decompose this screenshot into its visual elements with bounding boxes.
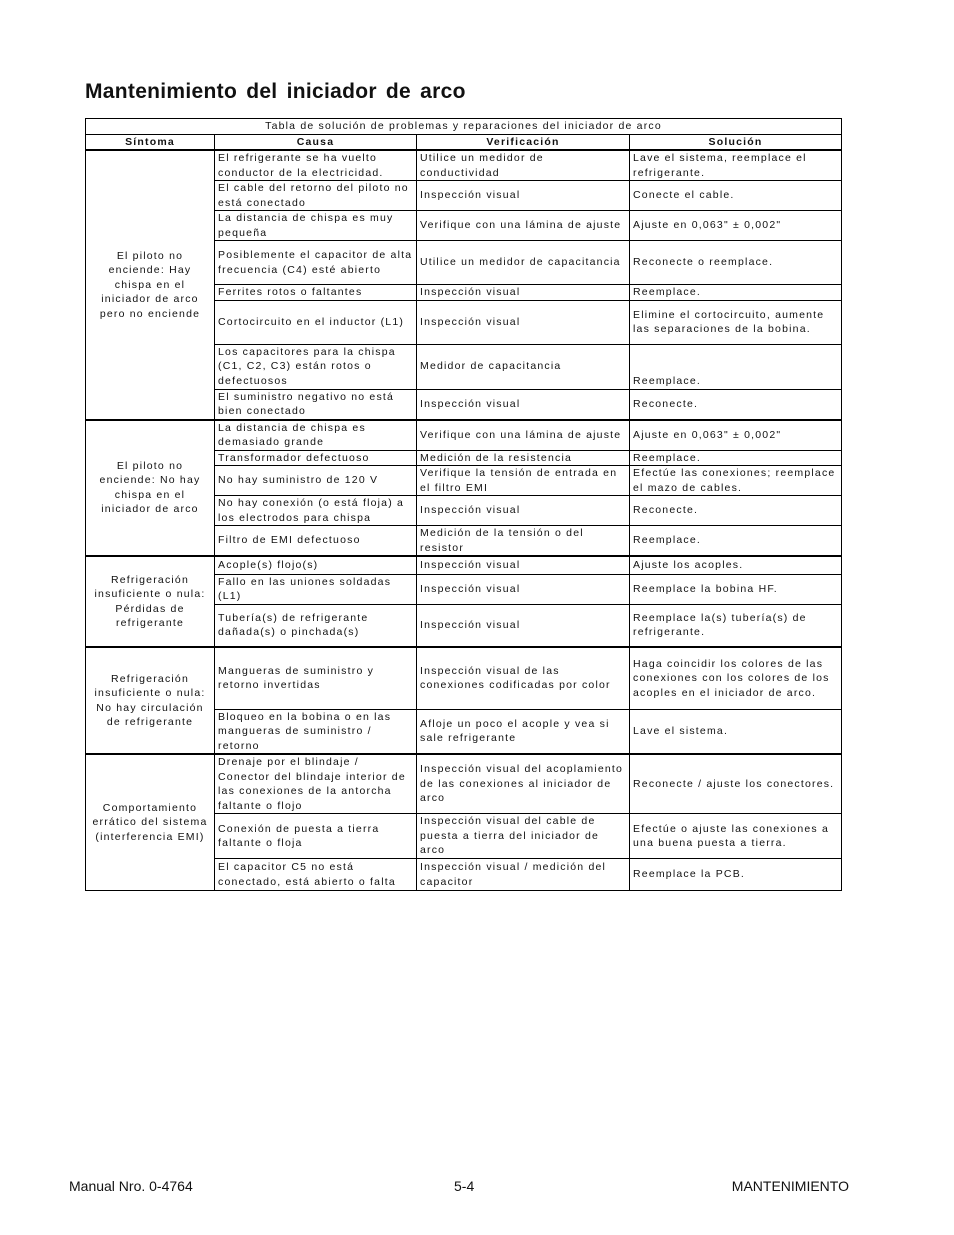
header-sintoma: Síntoma [86, 134, 215, 150]
check-cell: Utilice un medidor de conductividad [417, 150, 630, 181]
solution-cell: Efectúe las conexiones; reemplace el mazo de cables. [630, 466, 842, 496]
cause-cell: La distancia de chispa es muy pequeña [215, 211, 417, 241]
cause-cell: Fallo en las uniones soldadas (L1) [215, 574, 417, 604]
check-cell: Utilice un medidor de capacitancia [417, 241, 630, 285]
page-title: Mantenimiento del iniciador de arco [85, 80, 466, 103]
header-verificacion: Verificación [417, 134, 630, 150]
check-cell: Medición de la tensión o del resistor [417, 526, 630, 557]
troubleshooting-table [85, 118, 842, 891]
cause-cell: No hay suministro de 120 V [215, 466, 417, 496]
solution-cell: Reconecte. [630, 496, 842, 526]
solution-cell: Reconecte. [630, 389, 842, 420]
footer-section: MANTENIMIENTO [731, 1178, 849, 1194]
check-cell: Inspección visual [417, 389, 630, 420]
cause-cell: Ferrites rotos o faltantes [215, 285, 417, 301]
solution-cell: Reconecte o reemplace. [630, 241, 842, 285]
footer-page-number: 5-4 [454, 1178, 475, 1194]
header-causa: Causa [215, 134, 417, 150]
table-row [86, 647, 842, 709]
cause-cell: La distancia de chispa es demasiado grande [215, 420, 417, 451]
solution-cell: Reemplace. [630, 344, 842, 389]
symptom-cell: Comportamiento errático del sistema (interferencia EMI) [86, 754, 215, 891]
check-cell: Inspección visual [417, 574, 630, 604]
check-cell: Verifique con una lámina de ajuste [417, 420, 630, 451]
check-cell: Inspección visual del acoplamiento de las conexiones al iniciador de arco [417, 754, 630, 814]
symptom-group [86, 647, 842, 754]
check-cell: Afloje un poco el acople y vea si sale refrigerante [417, 709, 630, 754]
solution-cell: Reemplace la bobina HF. [630, 574, 842, 604]
check-cell: Inspección visual [417, 285, 630, 301]
symptom-cell: El piloto no enciende: No hay chispa en el iniciador de arco [86, 420, 215, 557]
cause-cell: Posiblemente el capacitor de alta frecuencia (C4) esté abierto [215, 241, 417, 285]
cause-cell: Conexión de puesta a tierra faltante o floja [215, 814, 417, 859]
check-cell: Inspección visual de las conexiones codificadas por color [417, 647, 630, 709]
cause-cell: El cable del retorno del piloto no está conectado [215, 181, 417, 211]
cause-cell: Filtro de EMI defectuoso [215, 526, 417, 557]
cause-cell: Acople(s) flojo(s) [215, 556, 417, 574]
cause-cell: El suministro negativo no está bien conectado [215, 389, 417, 420]
table-row [86, 420, 842, 451]
cause-cell: El refrigerante se ha vuelto conductor de la electricidad. [215, 150, 417, 181]
cause-cell: Tubería(s) de refrigerante dañada(s) o pinchada(s) [215, 604, 417, 647]
symptom-group [86, 420, 842, 557]
cause-cell: Los capacitores para la chispa (C1, C2, C3) están rotos o defectuosos [215, 344, 417, 389]
symptom-cell: Refrigeración insuficiente o nula: No hay circulación de refrigerante [86, 647, 215, 754]
solution-cell: Elimine el cortocircuito, aumente las separaciones de la bobina. [630, 300, 842, 344]
solution-cell: Conecte el cable. [630, 181, 842, 211]
cause-cell: No hay conexión (o está floja) a los electrodos para chispa [215, 496, 417, 526]
header-solucion: Solución [630, 134, 842, 150]
solution-cell: Ajuste en 0,063" ± 0,002" [630, 211, 842, 241]
table-caption: Tabla de solución de problemas y reparaciones del iniciador de arco [86, 119, 842, 135]
symptom-group [86, 754, 842, 891]
solution-cell: Ajuste los acoples. [630, 556, 842, 574]
check-cell: Verifique la tensión de entrada en el filtro EMI [417, 466, 630, 496]
symptom-group [86, 150, 842, 420]
cause-cell: Transformador defectuoso [215, 450, 417, 466]
table-row [86, 150, 842, 181]
symptom-cell: El piloto no enciende: Hay chispa en el iniciador de arco pero no enciende [86, 150, 215, 420]
check-cell: Inspección visual del cable de puesta a tierra del iniciador de arco [417, 814, 630, 859]
cause-cell: Drenaje por el blindaje / Conector del blindaje interior de las conexiones de la antorcha faltante o flojo [215, 754, 417, 814]
cause-cell: Mangueras de suministro y retorno invertidas [215, 647, 417, 709]
check-cell: Inspección visual [417, 556, 630, 574]
check-cell: Medición de la resistencia [417, 450, 630, 466]
cause-cell: El capacitor C5 no está conectado, está abierto o falta [215, 859, 417, 891]
cause-cell: Cortocircuito en el inductor (L1) [215, 300, 417, 344]
symptom-group [86, 556, 842, 647]
check-cell: Inspección visual / medición del capacitor [417, 859, 630, 891]
table-row [86, 754, 842, 814]
solution-cell: Reemplace la PCB. [630, 859, 842, 891]
solution-cell: Ajuste en 0,063" ± 0,002" [630, 420, 842, 451]
check-cell: Inspección visual [417, 604, 630, 647]
check-cell: Verifique con una lámina de ajuste [417, 211, 630, 241]
solution-cell: Haga coincidir los colores de las conexiones con los colores de los acoples en el iniciador de arco. [630, 647, 842, 709]
table-row [86, 556, 842, 574]
check-cell: Inspección visual [417, 496, 630, 526]
cause-cell: Bloqueo en la bobina o en las mangueras de suministro / retorno [215, 709, 417, 754]
check-cell: Inspección visual [417, 300, 630, 344]
solution-cell: Reemplace. [630, 285, 842, 301]
solution-cell: Reconecte / ajuste los conectores. [630, 754, 842, 814]
solution-cell: Reemplace. [630, 450, 842, 466]
symptom-cell: Refrigeración insuficiente o nula: Pérdidas de refrigerante [86, 556, 215, 647]
check-cell: Inspección visual [417, 181, 630, 211]
solution-cell: Reemplace la(s) tubería(s) de refrigerante. [630, 604, 842, 647]
solution-cell: Reemplace. [630, 526, 842, 557]
solution-cell: Lave el sistema. [630, 709, 842, 754]
footer-manual-number: Manual Nro. 0-4764 [69, 1178, 193, 1194]
check-cell: Medidor de capacitancia [417, 344, 630, 389]
solution-cell: Efectúe o ajuste las conexiones a una buena puesta a tierra. [630, 814, 842, 859]
solution-cell: Lave el sistema, reemplace el refrigerante. [630, 150, 842, 181]
